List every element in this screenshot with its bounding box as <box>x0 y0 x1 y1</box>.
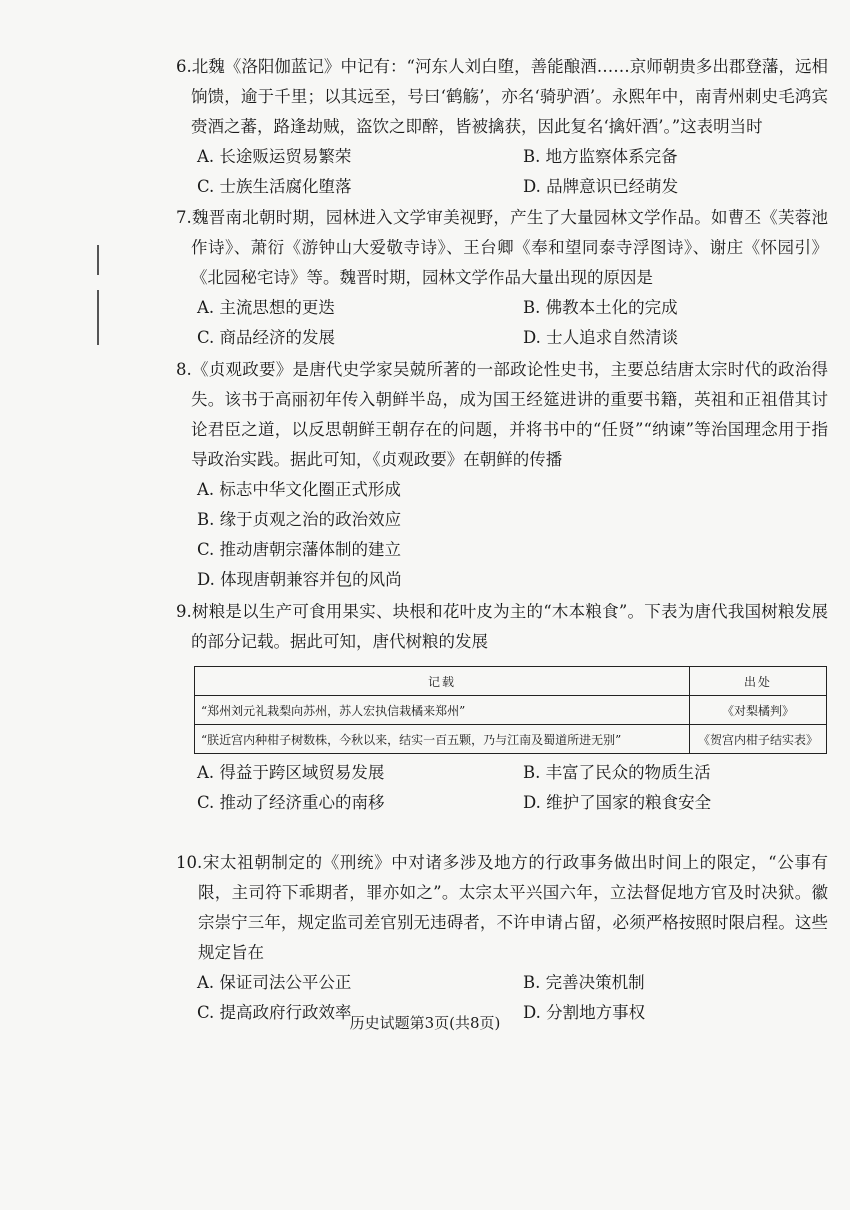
binding-mark <box>97 290 99 345</box>
table-row <box>195 725 827 754</box>
question-9 <box>176 597 828 657</box>
table-cell-source: 《对梨橘判》 <box>690 696 827 725</box>
options <box>176 758 828 818</box>
table-cell-record: “朕近宫内种柑子树数株，今秋以来，结实一百五颗，乃与江南及蜀道所进无别” <box>195 725 690 754</box>
option-a: A. 长途贩运贸易繁荣 <box>197 147 352 166</box>
option-a: A. 主流思想的更迭 <box>197 298 335 317</box>
question-stem: 10.宋太祖朝制定的《刑统》中对诸多涉及地方的行政事务做出时间上的限定，“公事有限，主司符下乖期者，罪亦如之”。太宗太平兴国六年，立法督促地方官及时决狱。徽宗崇宁三年，规定监司差官别无违碍者，不许申请占留，必须严格按照时限启程。这些规定旨在 <box>176 853 828 962</box>
table-header-source: 出处 <box>690 667 827 696</box>
option-a: A. 标志中华文化圈正式形成 <box>197 480 401 499</box>
option-b: B. 佛教本土化的完成 <box>523 298 678 317</box>
option-b: B. 丰富了民众的物质生活 <box>523 763 711 782</box>
options <box>176 293 828 353</box>
table-header-record: 记载 <box>195 667 690 696</box>
table-cell-source: 《贺宫内柑子结实表》 <box>690 725 827 754</box>
option-d: D. 士人追求自然清谈 <box>523 328 679 347</box>
question-stem: 7.魏晋南北朝时期，园林进入文学审美视野，产生了大量园林文学作品。如曹丕《芙蓉池作诗》、萧衍《游钟山大爱敬寺诗》、王台卿《奉和望同泰寺浮图诗》、谢庄《怀园引》《北园秘宅诗》等。魏晋时期，园林文学作品大量出现的原因是 <box>176 208 828 287</box>
option-d: D. 品牌意识已经萌发 <box>523 177 679 196</box>
option-b: B. 完善决策机制 <box>523 973 645 992</box>
option-c: C. 推动了经济重心的南移 <box>197 793 385 812</box>
question-stem: 9.树粮是以生产可食用果实、块根和花叶皮为主的“木本粮食”。下表为唐代我国树粮发展的部分记载。据此可知，唐代树粮的发展 <box>176 602 828 651</box>
question-8 <box>176 355 828 595</box>
option-d: D. 分割地方事权 <box>523 1003 646 1022</box>
option-a: A. 得益于跨区域贸易发展 <box>197 763 385 782</box>
option-c: C. 提高政府行政效率 <box>197 1003 352 1022</box>
question-6 <box>176 52 828 202</box>
table-row <box>195 696 827 725</box>
option-a: A. 保证司法公平公正 <box>197 973 352 992</box>
option-c: C. 士族生活腐化堕落 <box>197 177 352 196</box>
question-9-options <box>176 758 828 818</box>
question-7 <box>176 203 828 353</box>
option-c: C. 商品经济的发展 <box>197 328 336 347</box>
question-stem: 8.《贞观政要》是唐代史学家吴兢所著的一部政论性史书，主要总结唐太宗时代的政治得失。该书于高丽初年传入朝鲜半岛，成为国王经筵进讲的重要书籍，英祖和正祖借其讨论君臣之道，以反思朝鲜王朝存在的问题，并将书中的“任贤”“纳谏”等治国理念用于指导政治实践。据此可知，《贞观政要》在朝鲜的传播 <box>176 360 828 469</box>
options <box>176 142 828 202</box>
option-d: D. 体现唐朝兼容并包的风尚 <box>197 570 402 589</box>
option-c: C. 推动唐朝宗藩体制的建立 <box>197 540 402 559</box>
question-stem: 6.北魏《洛阳伽蓝记》中记有：“河东人刘白堕，善能酿酒……京师朝贵多出郡登藩，远相饷馈，逾于千里；以其远至，号曰‘鹤觞’，亦名‘骑驴酒’。永熙年中，南青州刺史毛鸿宾赍酒之蕃，路逢劫贼，盗饮之即醉，皆被擒获，因此复名‘擒奸酒’。”这表明当时 <box>176 57 828 136</box>
option-b: B. 缘于贞观之治的政治效应 <box>197 510 402 529</box>
table-cell-record: “郑州刘元礼栽梨向苏州，苏人宏执信栽橘来郑州” <box>195 696 690 725</box>
binding-mark <box>97 245 99 275</box>
option-d: D. 维护了国家的粮食安全 <box>523 793 712 812</box>
records-table <box>194 666 827 754</box>
page-footer: 历史试题第3页(共8页) <box>349 1014 501 1032</box>
options <box>176 475 828 595</box>
table-header-row <box>195 667 827 696</box>
option-b: B. 地方监察体系完备 <box>523 147 678 166</box>
question-10 <box>176 848 828 1028</box>
